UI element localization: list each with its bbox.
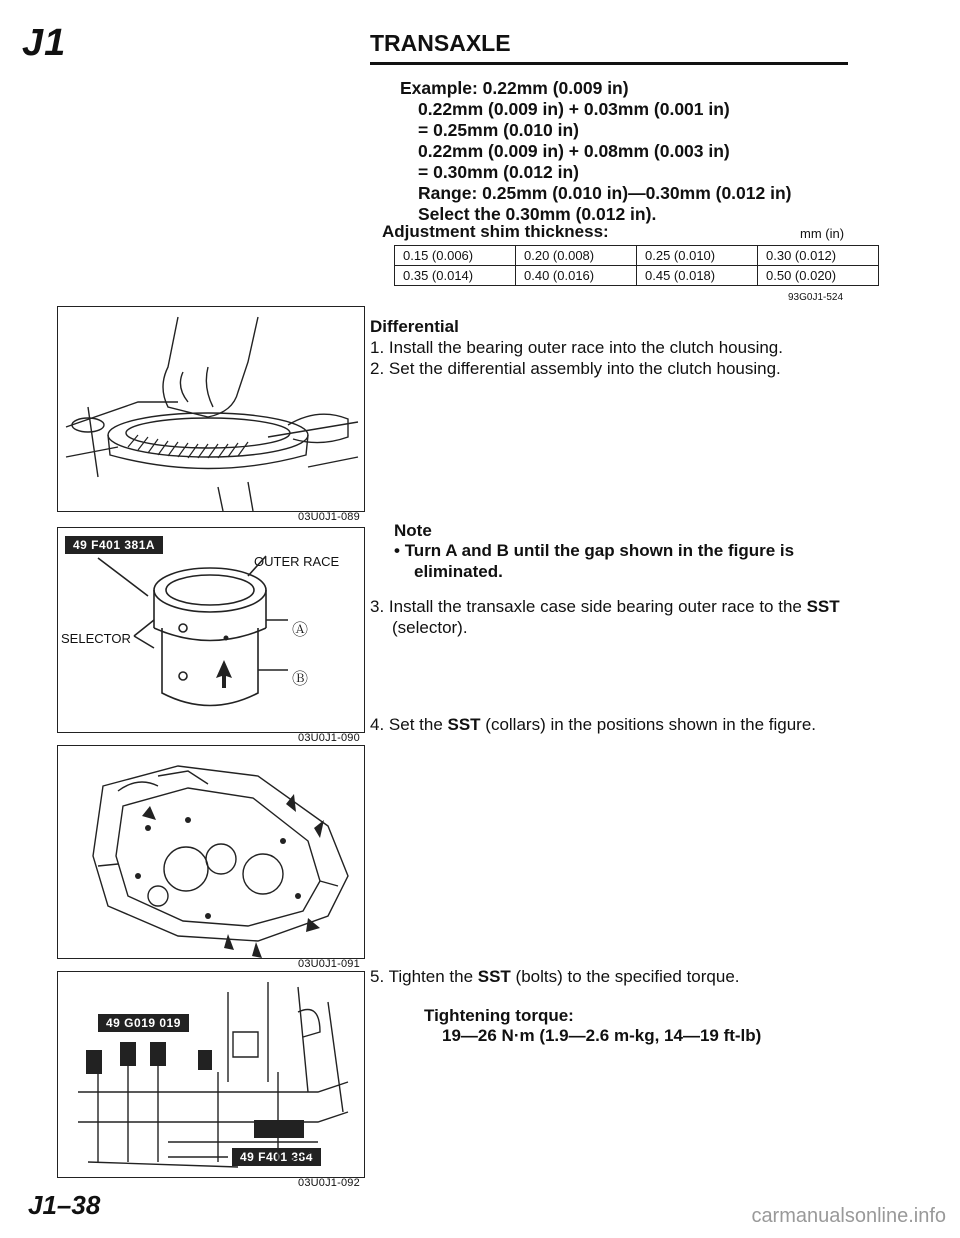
shim-table-heading: Adjustment shim thickness:: [382, 222, 609, 241]
step-5-prefix: 5. Tighten the: [370, 967, 478, 986]
differential-heading: Differential: [370, 317, 459, 336]
step-5-suffix: (bolts) to the specified torque.: [510, 967, 740, 986]
differential-step-2: 2. Set the differential assembly into the clutch housing.: [370, 359, 781, 378]
torque-value: 19—26 N·m (1.9—2.6 m-kg, 14—19 ft-lb): [442, 1026, 762, 1045]
watermark: carmanualsonline.info: [751, 1205, 946, 1227]
figure-collar-positions: [57, 745, 365, 959]
table-cell: 0.30 (0.012): [758, 246, 879, 266]
tool-number-badge: 49 F401 381A: [65, 536, 163, 554]
example-line-3: = 0.25mm (0.010 in): [418, 120, 579, 140]
sst-label: SST: [477, 967, 511, 986]
bullet-icon: •: [394, 541, 405, 560]
sst-label: SST: [447, 715, 481, 734]
table-cell: 0.50 (0.020): [758, 266, 879, 286]
note-text-1: Turn A and B until the gap shown in the figure is: [404, 541, 795, 560]
header-rule: [370, 62, 848, 65]
section-code: J1: [22, 22, 67, 64]
step-3-text: 3. Install the transaxle case side bearing outer race to the: [370, 597, 807, 616]
figure-code: 03U0J1-091: [298, 958, 360, 970]
figure-code: 03U0J1-092: [298, 1177, 360, 1189]
marker-b: Ⓑ: [292, 671, 309, 688]
note-bullet: [394, 540, 794, 562]
example-line-6: Range: 0.25mm (0.010 in)—0.30mm (0.012 in): [418, 183, 792, 203]
hand-gear-illustration: [58, 307, 364, 511]
example-line-1: Example: 0.22mm (0.009 in): [400, 78, 629, 98]
figure-bolt-tightening: [57, 971, 365, 1178]
figure-code: 03U0J1-089: [298, 511, 360, 523]
step-3-line-2: (selector).: [392, 618, 468, 637]
step-4-suffix: (collars) in the positions shown in the figure.: [480, 715, 817, 734]
table-cell: 0.40 (0.016): [516, 266, 637, 286]
example-line-4: 0.22mm (0.009 in) + 0.08mm (0.003 in): [418, 141, 730, 161]
shim-table-unit: mm (in): [800, 226, 845, 241]
table-row: [395, 246, 879, 266]
note-heading: Note: [394, 521, 432, 540]
sst-label: SST: [806, 597, 840, 616]
step-3: [370, 596, 840, 618]
torque-heading: Tightening torque:: [424, 1006, 574, 1025]
note-text-2: eliminated.: [414, 562, 503, 581]
table-cell: 0.45 (0.018): [637, 266, 758, 286]
page-title: TRANSAXLE: [370, 30, 511, 56]
shim-table: [394, 245, 879, 286]
table-cell: 0.20 (0.008): [516, 246, 637, 266]
example-line-2: 0.22mm (0.009 in) + 0.03mm (0.001 in): [418, 99, 730, 119]
bolt-fixture-illustration: [58, 972, 364, 1177]
tool-number-badge: 49 F401 384: [232, 1148, 321, 1166]
marker-a: Ⓐ: [292, 622, 309, 639]
selector-illustration: [58, 528, 364, 732]
outer-race-label: OUTER RACE: [254, 554, 340, 569]
table-row: [395, 266, 879, 286]
selector-label: SELECTOR: [61, 631, 131, 646]
step-5: [370, 966, 740, 988]
step-4-prefix: 4. Set the: [370, 715, 448, 734]
transaxle-case-illustration: [58, 746, 364, 958]
figure-code: 03U0J1-090: [298, 732, 360, 744]
table-cell: 0.25 (0.010): [637, 246, 758, 266]
shim-table-code: 93G0J1-524: [788, 292, 844, 303]
table-cell: 0.15 (0.006): [395, 246, 516, 266]
page-number: J1–38: [28, 1190, 101, 1220]
tool-number-badge: 49 G019 019: [98, 1014, 189, 1032]
figure-differential-install: [57, 306, 365, 512]
example-line-5: = 0.30mm (0.012 in): [418, 162, 579, 182]
example-line-7: Select the 0.30mm (0.012 in).: [418, 204, 657, 224]
differential-step-1: 1. Install the bearing outer race into the clutch housing.: [370, 338, 783, 357]
figure-selector: [57, 527, 365, 733]
step-4: [370, 714, 816, 736]
table-cell: 0.35 (0.014): [395, 266, 516, 286]
